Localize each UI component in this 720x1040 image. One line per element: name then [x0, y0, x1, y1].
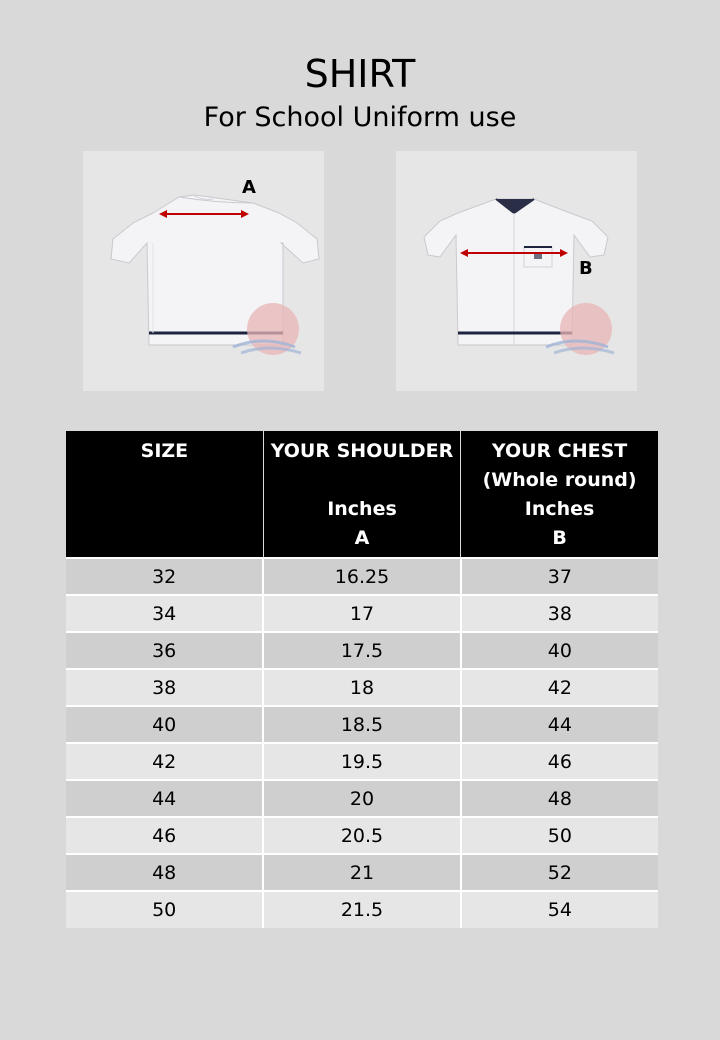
- cell-shoulder: 17.5: [263, 632, 460, 669]
- cell-shoulder: 17: [263, 595, 460, 632]
- cell-size: 50: [66, 891, 263, 928]
- cell-shoulder: 19.5: [263, 743, 460, 780]
- page-subtitle: For School Uniform use: [203, 102, 517, 133]
- shirt-front-photo: [396, 151, 637, 391]
- shirt-back-photo: [83, 151, 324, 391]
- header-size: [66, 431, 263, 558]
- table-header-row: [66, 431, 658, 558]
- cell-chest: 52: [461, 854, 658, 891]
- cell-size: 48: [66, 854, 263, 891]
- cell-chest: 37: [461, 558, 658, 595]
- table-row: [66, 891, 658, 928]
- cell-chest: 44: [461, 706, 658, 743]
- cell-shoulder: 18: [263, 669, 460, 706]
- header-line: YOUR CHEST: [491, 440, 628, 462]
- table-row: [66, 780, 658, 817]
- cell-chest: 46: [461, 743, 658, 780]
- cell-chest: 54: [461, 891, 658, 928]
- table-row: [66, 817, 658, 854]
- table-row: [66, 595, 658, 632]
- header-line: A: [354, 527, 370, 549]
- cell-chest: 50: [461, 817, 658, 854]
- table-row: [66, 632, 658, 669]
- cell-shoulder: 20.5: [263, 817, 460, 854]
- table-row: [66, 706, 658, 743]
- cell-size: 46: [66, 817, 263, 854]
- cell-chest: 48: [461, 780, 658, 817]
- cell-size: 34: [66, 595, 263, 632]
- cell-size: 42: [66, 743, 263, 780]
- header-line: (Whole round): [482, 469, 637, 491]
- header-line: Inches: [524, 498, 595, 520]
- cell-size: 32: [66, 558, 263, 595]
- header-line: YOUR SHOULDER: [270, 440, 454, 462]
- cell-shoulder: 18.5: [263, 706, 460, 743]
- shoulder-label: A: [242, 177, 256, 198]
- cell-size: 44: [66, 780, 263, 817]
- cell-shoulder: 16.25: [263, 558, 460, 595]
- header-spacer: [268, 466, 456, 495]
- cell-chest: 42: [461, 669, 658, 706]
- cell-size: 38: [66, 669, 263, 706]
- table-row: [66, 854, 658, 891]
- table-row: [66, 669, 658, 706]
- table-row: [66, 558, 658, 595]
- chest-label: B: [579, 258, 593, 279]
- table-row: [66, 743, 658, 780]
- page-title: SHIRT: [304, 52, 416, 96]
- header-chest: [461, 431, 658, 558]
- size-chart-table: [66, 431, 658, 928]
- header-line: B: [552, 527, 567, 549]
- table-body: [66, 558, 658, 928]
- header-shoulder: [263, 431, 460, 558]
- cell-shoulder: 21: [263, 854, 460, 891]
- header-line: SIZE: [140, 440, 189, 462]
- header-line: Inches: [327, 498, 397, 520]
- cell-shoulder: 21.5: [263, 891, 460, 928]
- cell-size: 36: [66, 632, 263, 669]
- cell-chest: 40: [461, 632, 658, 669]
- cell-shoulder: 20: [263, 780, 460, 817]
- cell-size: 40: [66, 706, 263, 743]
- cell-chest: 38: [461, 595, 658, 632]
